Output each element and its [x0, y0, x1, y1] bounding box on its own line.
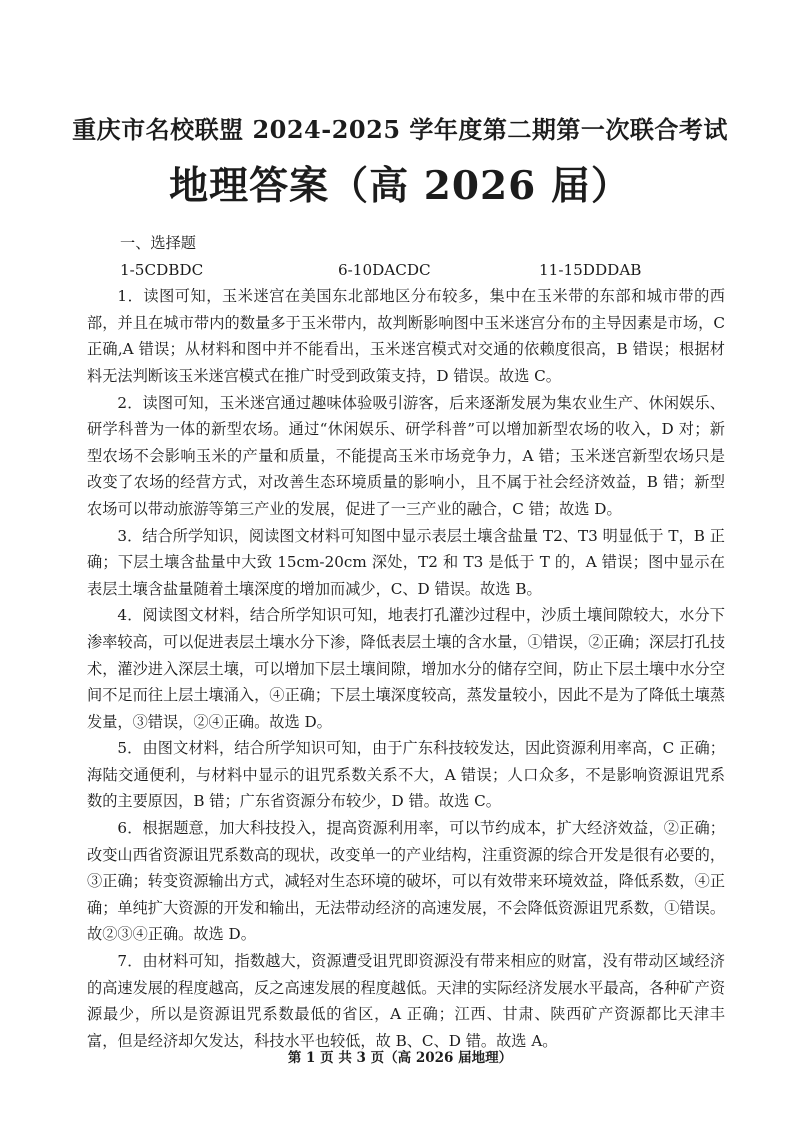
explanation-paragraph: 4．阅读图文材料，结合所学知识可知，地表打孔灌沙过程中，沙质土壤间隙较大，水分下渗率较高，可以促进表层土壤水分下渗，降低表层土壤的含水量，①错误，②正确；深层打孔技术，灌沙进入深层土壤，可以增加下层土壤间隙，增加水分的储存空间，防止下层土壤中水分空间不足而往上层土壤涌入，④正确；下层土壤深度较高，蒸发量较小，因此不是为了降低土壤蒸发量，③错误，②④正确。故选 D。 [87, 606, 725, 731]
explanation-paragraph: 1．读图可知，玉米迷宫在美国东北部地区分布较多，集中在玉米带的东部和城市带的西部，并且在城市带内的数量多于玉米带内，故判断影响图中玉米迷宫分布的主导因素是市场，C 正确,A 错误；从材料和图中并不能看出，玉米迷宫模式对交通的依赖度很高，B 错误；根据材料无法判断该玉米迷宫模式在推广时受到政策支持，D 错误。故选 C。 [87, 287, 725, 385]
page-footer: 第 1 页 共 3 页（高 2026 届地理） [287, 1050, 513, 1066]
section-heading: 一、选择题 [120, 234, 196, 252]
explanation-paragraph: 2．读图可知，玉米迷宫通过趣味体验吸引游客，后来逐渐发展为集农业生产、休闲娱乐、研学科普为一体的新型农场。通过“休闲娱乐、研学科普”可以增加新型农场的收入，D 对；新型农场不会影响玉米的产量和质量，不能提高玉米市场竞争力，A 错；玉米迷宫新型农场只是改变了农场的经营方式，对改善生态环境质量的影响小，且不属于社会经济效益，B 错；新型农场可以带动旅游等第三产业的发展，促进了一三产业的融合，C 错；故选 D。 [87, 393, 725, 518]
explanation-paragraph: 3．结合所学知识，阅读图文材料可知图中显示表层土壤含盐量 T2、T3 明显低于 T，B 正确；下层土壤含盐量中大致 15cm-20cm 深处，T2 和 T3 是低于 T 的，A 错误；图中显示在表层土壤含盐量随着土壤深度的增加而减少，C、D 错误。故选 B。 [87, 526, 725, 598]
answer-key-1-5: 1-5CDBDC [120, 260, 204, 279]
explanation-paragraph: 6．根据题意，加大科技投入，提高资源利用率，可以节约成本，扩大经济效益，②正确；改变山西省资源诅咒系数高的现状，改变单一的产业结构，注重资源的综合开发是很有必要的，③正确；转变资源输出方式，减轻对生态环境的破坏，可以有效带来环境效益，降低系数，④正确；单纯扩大资源的开发和输出，无法带动经济的高速发展，不会降低资源诅咒系数，①错误。故②③④正确。故选 D。 [87, 819, 725, 944]
answer-content [87, 230, 725, 1054]
answer-key-6-10: 6-10DACDC [338, 260, 431, 279]
answer-title: 地理答案（高 2026 届） [169, 163, 631, 209]
answer-key-11-15: 11-15DDDAB [539, 260, 642, 279]
answer-key-row [87, 257, 725, 284]
exam-title: 重庆市名校联盟 2024-2025 学年度第二期第一次联合考试 [72, 115, 728, 144]
explanation-paragraph: 5．由图文材料，结合所学知识可知，由于广东科技较发达，因此资源利用率高，C 正确；海陆交通便利，与材料中显示的诅咒系数关系不大，A 错误；人口众多，不是影响资源诅咒系数的主要原因，B 错；广东省资源分布较少，D 错。故选 C。 [87, 739, 725, 811]
explanation-paragraph: 7．由材料可知，指数越大，资源遭受诅咒即资源没有带来相应的财富，没有带动区域经济的高速发展的程度越高，反之高速发展的程度越低。天津的实际经济发展水平最高，各种矿产资源最少，所以是资源诅咒系数最低的省区，A 正确；江西、甘肃、陕西矿产资源都比天津丰富，但是经济却欠发达，科技水平也较低，故 B、C、D 错。故选 A。 [87, 952, 725, 1050]
